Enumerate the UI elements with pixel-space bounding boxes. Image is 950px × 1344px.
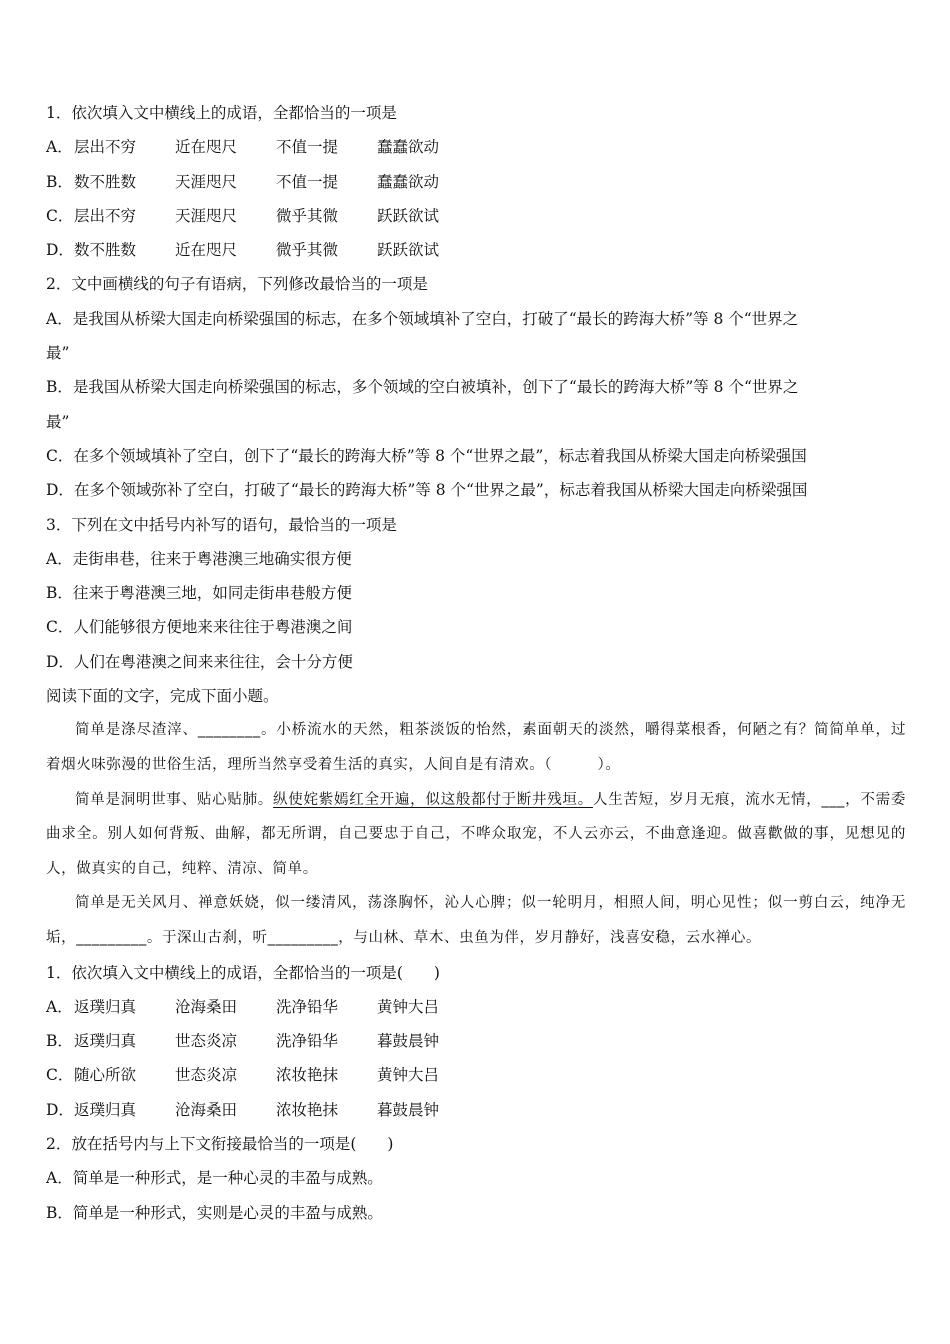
option-b: B．简单是一种形式，实则是心灵的丰盈与成熟。 xyxy=(46,1203,383,1222)
option-row: C． 层出不穷 天涯咫尺 微乎其微 跃跃欲试 xyxy=(46,206,440,225)
passage-paragraph-2: 简单是洞明世事、贴心贴肺。纵使姹紫嫣红全开遍，似这般都付于断井残垣。人生苦短，岁月无痕，流水无情，___，不需委曲求全。别人如何背叛、曲解，都无所谓，自己要忠于自己，不哗众取宠，不人云亦云，不曲意逢迎。做喜歡做的事，见想见的人，做真实的自己，纯粹、清凉、简单。 xyxy=(46,791,906,877)
option-c: C．在多个领域填补了空白，创下了“最长的跨海大桥”等 8 个“世界之最”，标志着我国从桥梁大国走向桥梁强国 xyxy=(46,446,807,465)
question-2-stem: 2．文中画横线的句子有语病，下列修改最恰当的一项是 xyxy=(46,275,428,294)
option-a-line1: A．是我国从桥梁大国走向桥梁强国的标志，在多个领域填补了空白，打破了“最长的跨海大桥”等 8 个“世界之 xyxy=(46,309,799,328)
option-d: D．在多个领域弥补了空白，打破了“最长的跨海大桥”等 8 个“世界之最”，标志着我国从桥梁大国走向桥梁强国 xyxy=(46,481,808,500)
question-3-stem: 3．下列在文中括号内补写的语句，最恰当的一项是 xyxy=(46,515,397,534)
option-c: C．人们能够很方便地来来往往于粤港澳之间 xyxy=(46,618,353,637)
question-1-stem: 1．依次填入文中横线上的成语，全都恰当的一项是( ) xyxy=(46,963,440,982)
option-a: A．走街串巷，往来于粤港澳三地确实很方便 xyxy=(46,549,352,568)
option-row: C． 随心所欲 世态炎凉 浓妆艳抹 黄钟大吕 xyxy=(46,1066,440,1085)
option-a-line2: 最” xyxy=(46,344,70,363)
question-2-stem: 2．放在括号内与上下文衔接最恰当的一项是( ) xyxy=(46,1134,394,1153)
option-d: D．人们在粤港澳之间来来往往，会十分方便 xyxy=(46,652,353,671)
question-1-stem: 1．依次填入文中横线上的成语，全都恰当的一项是 xyxy=(46,104,397,122)
option-row: B． 返璞归真 世态炎凉 洗净铅华 暮鼓晨钟 xyxy=(46,1032,440,1051)
option-b-line1: B．是我国从桥梁大国走向桥梁强国的标志，多个领域的空白被填补，创下了“最长的跨海大桥”等 8 个“世界之 xyxy=(46,378,799,397)
reading-instruction: 阅读下面的文字，完成下面小题。 xyxy=(46,687,279,706)
option-row: A． 返璞归真 沧海桑田 洗净铅华 黄钟大吕 xyxy=(46,997,440,1016)
option-row: A． 层出不穷 近在咫尺 不值一提 蠢蠢欲动 xyxy=(46,138,440,157)
option-b-line2: 最” xyxy=(46,412,70,431)
underlined-sentence: 纵使姹紫嫣红全开遍，似这般都付于断井残垣。 xyxy=(273,791,593,808)
document-page xyxy=(46,96,906,1230)
option-a: A．简单是一种形式，是一种心灵的丰盈与成熟。 xyxy=(46,1169,383,1188)
passage-paragraph-3: 简单是无关风月、禅意妖娆，似一缕清风，荡涤胸怀，沁人心脾；似一轮明月，相照人间，明心见性；似一剪白云，纯净无垢，_________。于深山古刹，听_________，与山林、草木、虫鱼为伴，岁月静好，浅喜安稳，云水禅心。 xyxy=(46,895,906,946)
option-row: B． 数不胜数 天涯咫尺 不值一提 蠢蠢欲动 xyxy=(46,172,440,191)
passage-paragraph-1: 简单是涤尽渣滓、________。小桥流水的天然，粗茶淡饭的怡然，素面朝天的淡然，嚼得菜根香，何陋之有？简简单单，过着烟火味弥漫的世俗生活，理所当然享受着生活的真实，人间自是有清欢。（ ）。 xyxy=(46,722,906,773)
option-b: B．往来于粤港澳三地，如同走街串巷般方便 xyxy=(46,584,352,603)
option-row: D． 返璞归真 沧海桑田 浓妆艳抹 暮鼓晨钟 xyxy=(46,1100,440,1119)
option-row: D． 数不胜数 近在咫尺 微乎其微 跃跃欲试 xyxy=(46,241,440,260)
